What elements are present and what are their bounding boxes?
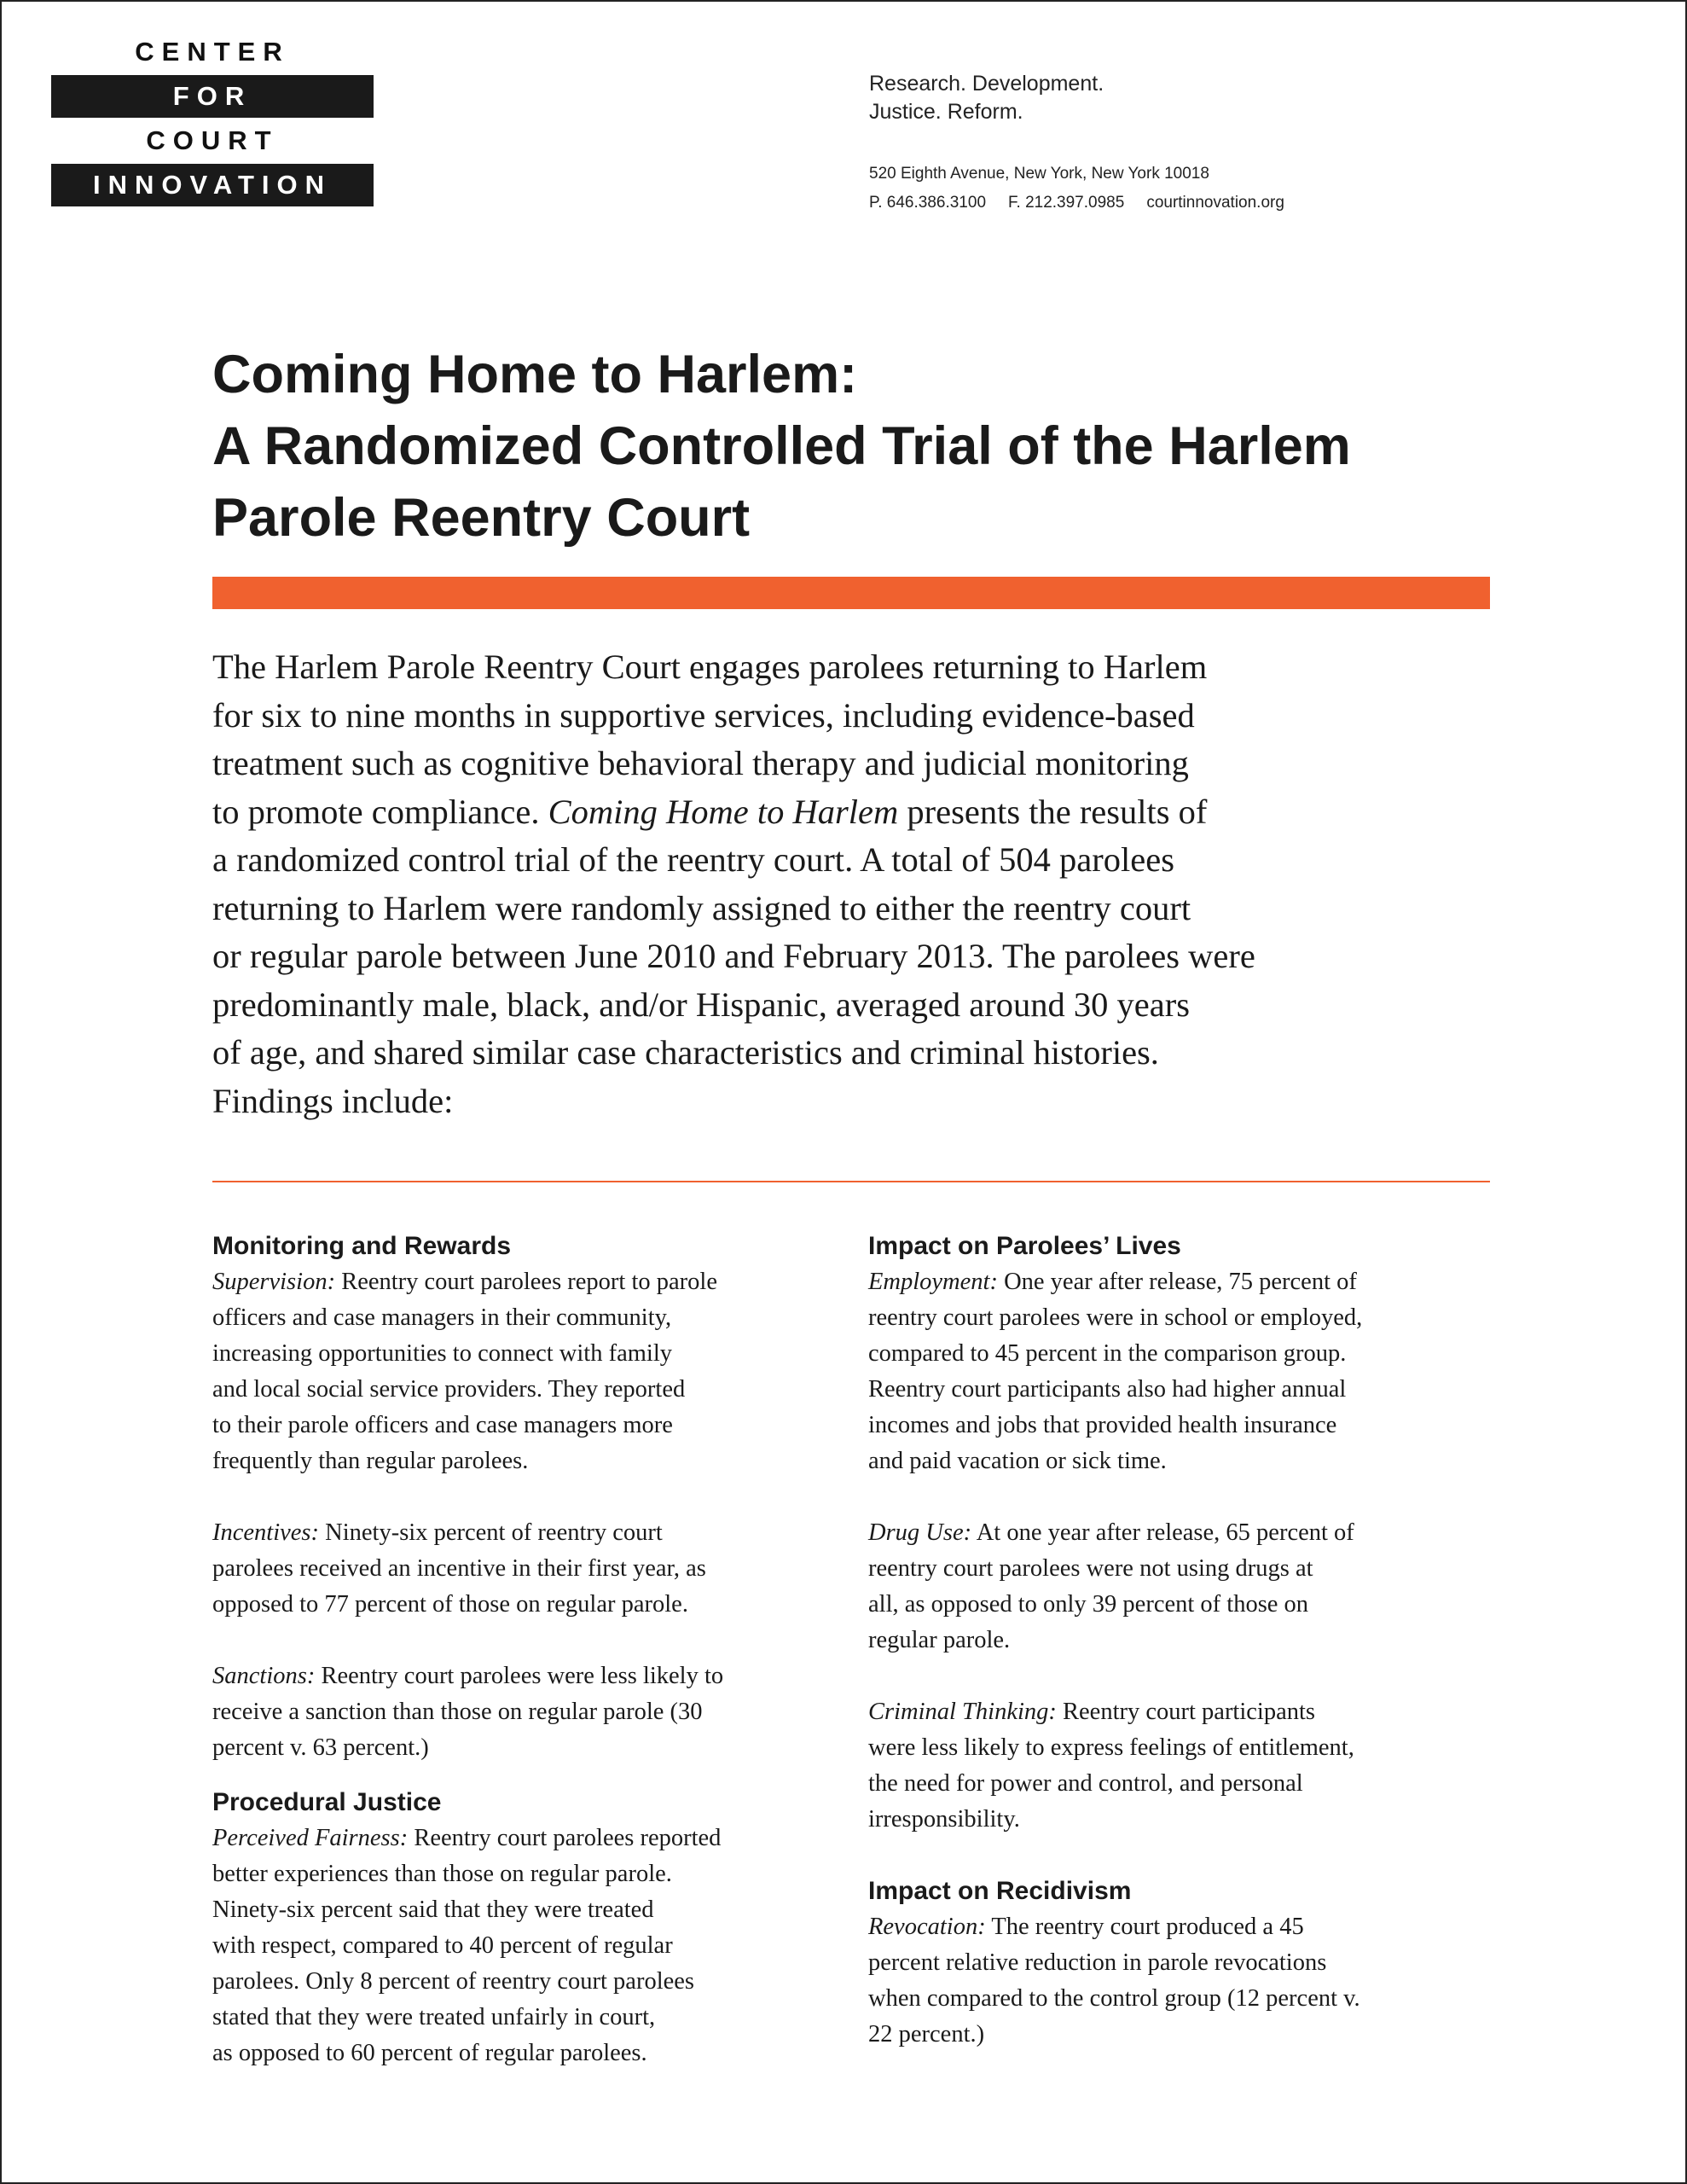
finding-line bbox=[868, 1914, 1304, 1940]
center-for-court-innovation-logo bbox=[51, 31, 374, 208]
heading-procedural-justice: Procedural Justice bbox=[212, 1788, 442, 1816]
report-title-italic: Coming Home to Harlem bbox=[548, 792, 899, 831]
tagline-line-1: Research. Development. bbox=[869, 72, 1104, 96]
finding-line: parolees received an incentive in their first year, as bbox=[212, 1555, 706, 1582]
title-line-1: Coming Home to Harlem: bbox=[212, 345, 858, 404]
logo-row-innovation: INNOVATION bbox=[51, 164, 374, 206]
findings-right-column bbox=[868, 1228, 1499, 2088]
finding-line: officers and case managers in their community, bbox=[212, 1304, 672, 1331]
heading-impact-on-parolees-lives: Impact on Parolees’ Lives bbox=[868, 1232, 1181, 1260]
finding-line: Reentry court participants also had higher annual bbox=[868, 1376, 1347, 1403]
intro-line: a randomized control trial of the reentry court. A total of 504 parolees bbox=[212, 840, 1174, 879]
finding-line bbox=[868, 1519, 1354, 1546]
finding-line: reentry court parolees were not using drugs at bbox=[868, 1555, 1313, 1582]
finding-text: Reentry court participants bbox=[1063, 1699, 1315, 1725]
finding-line: and paid vacation or sick time. bbox=[868, 1448, 1167, 1474]
findings-left-column bbox=[212, 1228, 844, 2107]
finding-line: the need for power and control, and personal bbox=[868, 1770, 1303, 1797]
finding-label: Sanctions: bbox=[212, 1663, 316, 1689]
tagline bbox=[869, 70, 1104, 126]
finding-line: all, as opposed to only 39 percent of those on bbox=[868, 1591, 1309, 1618]
intro-line: predominantly male, black, and/or Hispanic, averaged around 30 years bbox=[212, 985, 1190, 1024]
document-title bbox=[212, 339, 1543, 554]
logo-row-for: FOR bbox=[51, 75, 374, 118]
heading-monitoring-and-rewards: Monitoring and Rewards bbox=[212, 1232, 512, 1260]
finding-line: increasing opportunities to connect with family bbox=[212, 1340, 672, 1367]
intro-line-text: to promote compliance. bbox=[212, 792, 540, 831]
street-address: 520 Eighth Avenue, New York, New York 10018 bbox=[869, 165, 1209, 183]
finding-line: as opposed to 60 percent of regular parolees. bbox=[212, 2040, 647, 2066]
finding-label: Supervision: bbox=[212, 1269, 336, 1295]
logo-row-court: COURT bbox=[146, 125, 279, 155]
finding-line: 22 percent.) bbox=[868, 2021, 985, 2048]
intro-line: for six to nine months in supportive services, including evidence-based bbox=[212, 695, 1195, 735]
finding-line: parolees. Only 8 percent of reentry court parolees bbox=[212, 1968, 695, 1995]
finding-line: frequently than regular parolees. bbox=[212, 1448, 529, 1474]
logo-row-center: CENTER bbox=[135, 37, 290, 67]
accent-bar bbox=[212, 577, 1490, 609]
finding-line: better experiences than those on regular parole. bbox=[212, 1861, 672, 1887]
finding-line: opposed to 77 percent of those on regular parole. bbox=[212, 1591, 688, 1618]
intro-paragraph bbox=[212, 643, 1500, 1125]
intro-line: The Harlem Parole Reentry Court engages parolees returning to Harlem bbox=[212, 648, 1208, 686]
finding-line: regular parole. bbox=[868, 1627, 1011, 1653]
finding-label: Incentives: bbox=[212, 1519, 320, 1546]
finding-revocation bbox=[868, 1909, 1499, 2053]
finding-line: reentry court parolees were in school or employed, bbox=[868, 1304, 1363, 1331]
finding-line: Ninety-six percent said that they were treated bbox=[212, 1896, 654, 1923]
website: courtinnovation.org bbox=[1146, 194, 1284, 212]
finding-sanctions bbox=[212, 1658, 844, 1766]
finding-text: Reentry court parolees reported bbox=[414, 1825, 722, 1851]
title-line-3: Parole Reentry Court bbox=[212, 488, 751, 548]
finding-text: Reentry court parolees report to parole bbox=[341, 1269, 717, 1295]
finding-text: At one year after release, 65 percent of bbox=[976, 1519, 1354, 1546]
finding-supervision bbox=[212, 1264, 844, 1479]
intro-line: Findings include: bbox=[212, 1081, 454, 1120]
finding-line bbox=[212, 1269, 717, 1295]
title-line-2: A Randomized Controlled Trial of the Harlem bbox=[212, 416, 1351, 476]
finding-line: and local social service providers. They reported bbox=[212, 1376, 686, 1403]
finding-label: Criminal Thinking: bbox=[868, 1699, 1057, 1725]
section-divider bbox=[212, 1181, 1490, 1182]
intro-line: treatment such as cognitive behavioral therapy and judicial monitoring bbox=[212, 744, 1189, 782]
intro-line: of age, and shared similar case characteristics and criminal histories. bbox=[212, 1033, 1159, 1072]
finding-line bbox=[212, 1663, 723, 1689]
intro-line bbox=[212, 788, 1500, 837]
finding-label: Revocation: bbox=[868, 1914, 986, 1940]
finding-line: percent v. 63 percent.) bbox=[212, 1734, 429, 1761]
finding-text: Reentry court parolees were less likely to bbox=[321, 1663, 724, 1689]
finding-line: with respect, compared to 40 percent of regular bbox=[212, 1932, 673, 1959]
finding-line: incomes and jobs that provided health insurance bbox=[868, 1412, 1337, 1438]
finding-employment bbox=[868, 1264, 1499, 1479]
finding-line bbox=[212, 1825, 721, 1851]
finding-line: irresponsibility. bbox=[868, 1806, 1020, 1833]
finding-line: when compared to the control group (12 percent v. bbox=[868, 1985, 1360, 2012]
tagline-line-2: Justice. Reform. bbox=[869, 100, 1023, 124]
intro-line: returning to Harlem were randomly assigned to either the reentry court bbox=[212, 888, 1191, 927]
finding-line bbox=[868, 1269, 1357, 1295]
contact-address bbox=[869, 160, 1284, 218]
contact-numbers bbox=[869, 189, 1284, 218]
finding-criminal-thinking bbox=[868, 1694, 1499, 1838]
finding-line: compared to 45 percent in the comparison group. bbox=[868, 1340, 1347, 1367]
finding-text: The reentry court produced a 45 bbox=[991, 1914, 1304, 1940]
intro-line-text: presents the results of bbox=[907, 792, 1208, 831]
intro-line: or regular parole between June 2010 and February 2013. The parolees were bbox=[212, 937, 1255, 975]
finding-perceived-fairness bbox=[212, 1821, 844, 2071]
finding-line: to their parole officers and case managers more bbox=[212, 1412, 673, 1438]
finding-line bbox=[212, 1519, 663, 1546]
finding-label: Drug Use: bbox=[868, 1519, 972, 1546]
finding-line bbox=[868, 1699, 1315, 1725]
finding-text: One year after release, 75 percent of bbox=[1004, 1269, 1357, 1295]
finding-label: Employment: bbox=[868, 1269, 998, 1295]
phone-number: P. 646.386.3100 bbox=[869, 194, 987, 212]
finding-drug-use bbox=[868, 1515, 1499, 1658]
finding-line: were less likely to express feelings of entitlement, bbox=[868, 1734, 1354, 1761]
finding-incentives bbox=[212, 1515, 844, 1623]
heading-impact-on-recidivism: Impact on Recidivism bbox=[868, 1877, 1132, 1905]
finding-text: Ninety-six percent of reentry court bbox=[325, 1519, 663, 1546]
finding-line: stated that they were treated unfairly in court, bbox=[212, 2004, 656, 2030]
fax-number: F. 212.397.0985 bbox=[1008, 194, 1125, 212]
finding-label: Perceived Fairness: bbox=[212, 1825, 409, 1851]
finding-line: receive a sanction than those on regular parole (30 bbox=[212, 1699, 703, 1725]
finding-line: percent relative reduction in parole revocations bbox=[868, 1949, 1327, 1976]
